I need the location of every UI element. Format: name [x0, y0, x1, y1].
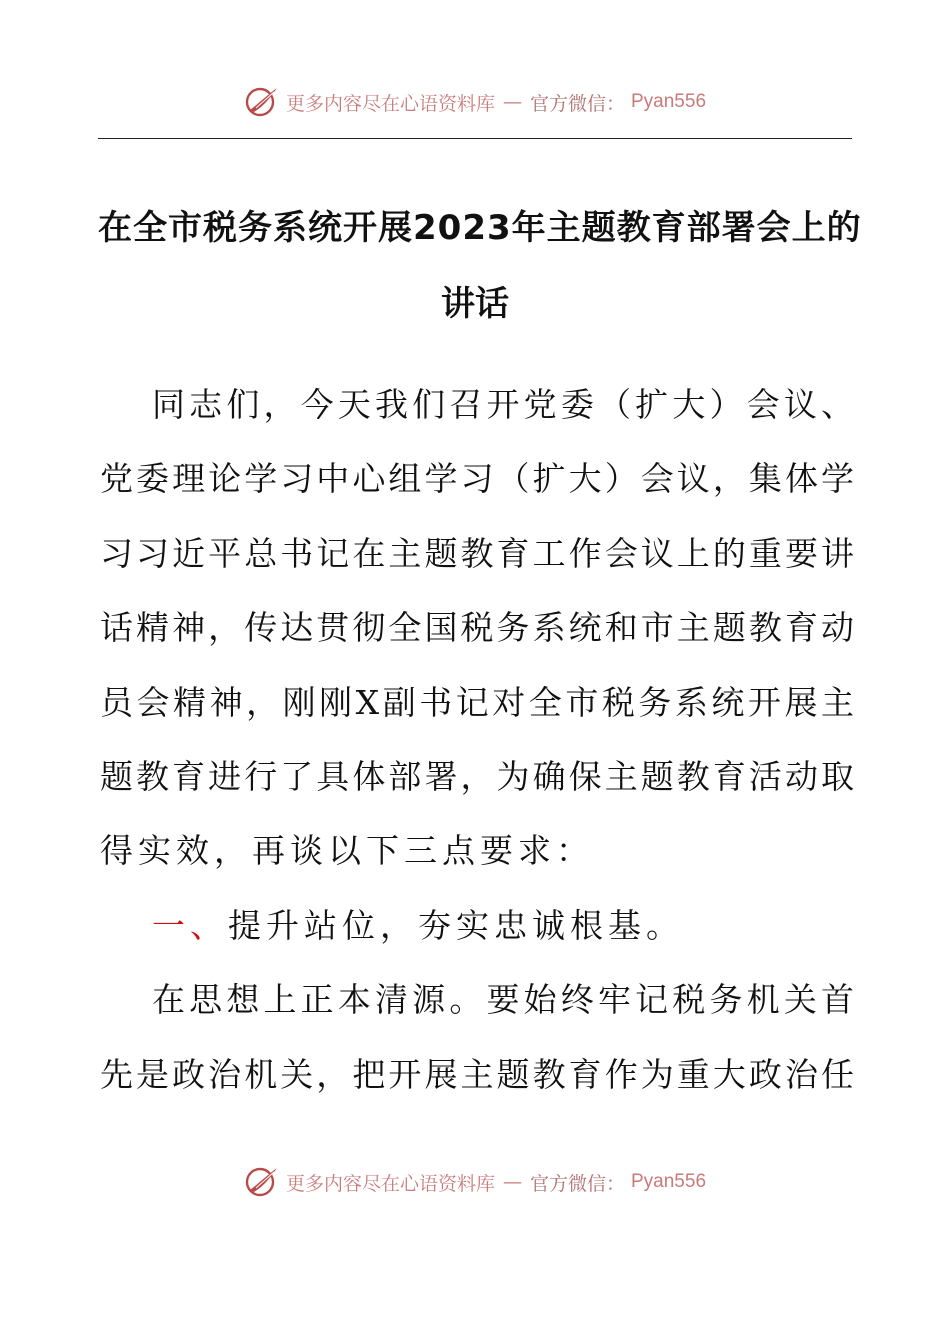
header-watermark [0, 82, 950, 122]
body-line: 话精神，传达贯彻全国税务系统和市主题教育动 [100, 608, 854, 648]
watermark-dash: — [502, 91, 522, 113]
watermark-sub-text: 官方微信： [529, 92, 625, 115]
body-line: 员会精神，刚刚X副书记对全市税务系统开展主 [100, 682, 854, 722]
quill-logo-icon [244, 1164, 280, 1200]
body-line: 党委理论学习中心组学习（扩大）会议，集体学 [100, 459, 854, 499]
section-heading-1 [100, 889, 854, 963]
body-line: 在思想上正本清源。要始终牢记税务机关首 [152, 980, 854, 1020]
watermark-main-text: 更多内容尽在心语资料库 [285, 1172, 495, 1195]
section-heading-text: 提升站位，夯实忠诚根基。 [228, 905, 684, 945]
watermark-wechat-id: Pyan556 [631, 1171, 707, 1192]
watermark-wechat-id: Pyan556 [631, 91, 707, 112]
document-title-line-2: 讲话 [441, 284, 509, 324]
watermark-sub-text: 官方微信： [529, 1172, 625, 1195]
document-body [100, 368, 854, 1112]
body-line: 习习近平总书记在主题教育工作会议上的重要讲 [100, 533, 854, 573]
header-divider [98, 138, 852, 139]
document-title-line-1: 在全市税务系统开展2023年主题教育部署会上的 [98, 208, 862, 248]
quill-logo-icon [244, 84, 280, 120]
body-line: 先是政治机关，把开展主题教育作为重大政治任 [100, 1054, 854, 1094]
watermark-main-text: 更多内容尽在心语资料库 [285, 92, 495, 115]
watermark-dash: — [502, 1171, 522, 1193]
body-line: 题教育进行了具体部署，为确保主题教育活动取 [100, 756, 854, 796]
body-line: 得实效，再谈以下三点要求： [100, 831, 594, 871]
section-heading-number: 一、 [152, 905, 228, 945]
body-line: 同志们，今天我们召开党委（扩大）会议、 [152, 385, 854, 424]
footer-watermark [0, 1162, 950, 1202]
